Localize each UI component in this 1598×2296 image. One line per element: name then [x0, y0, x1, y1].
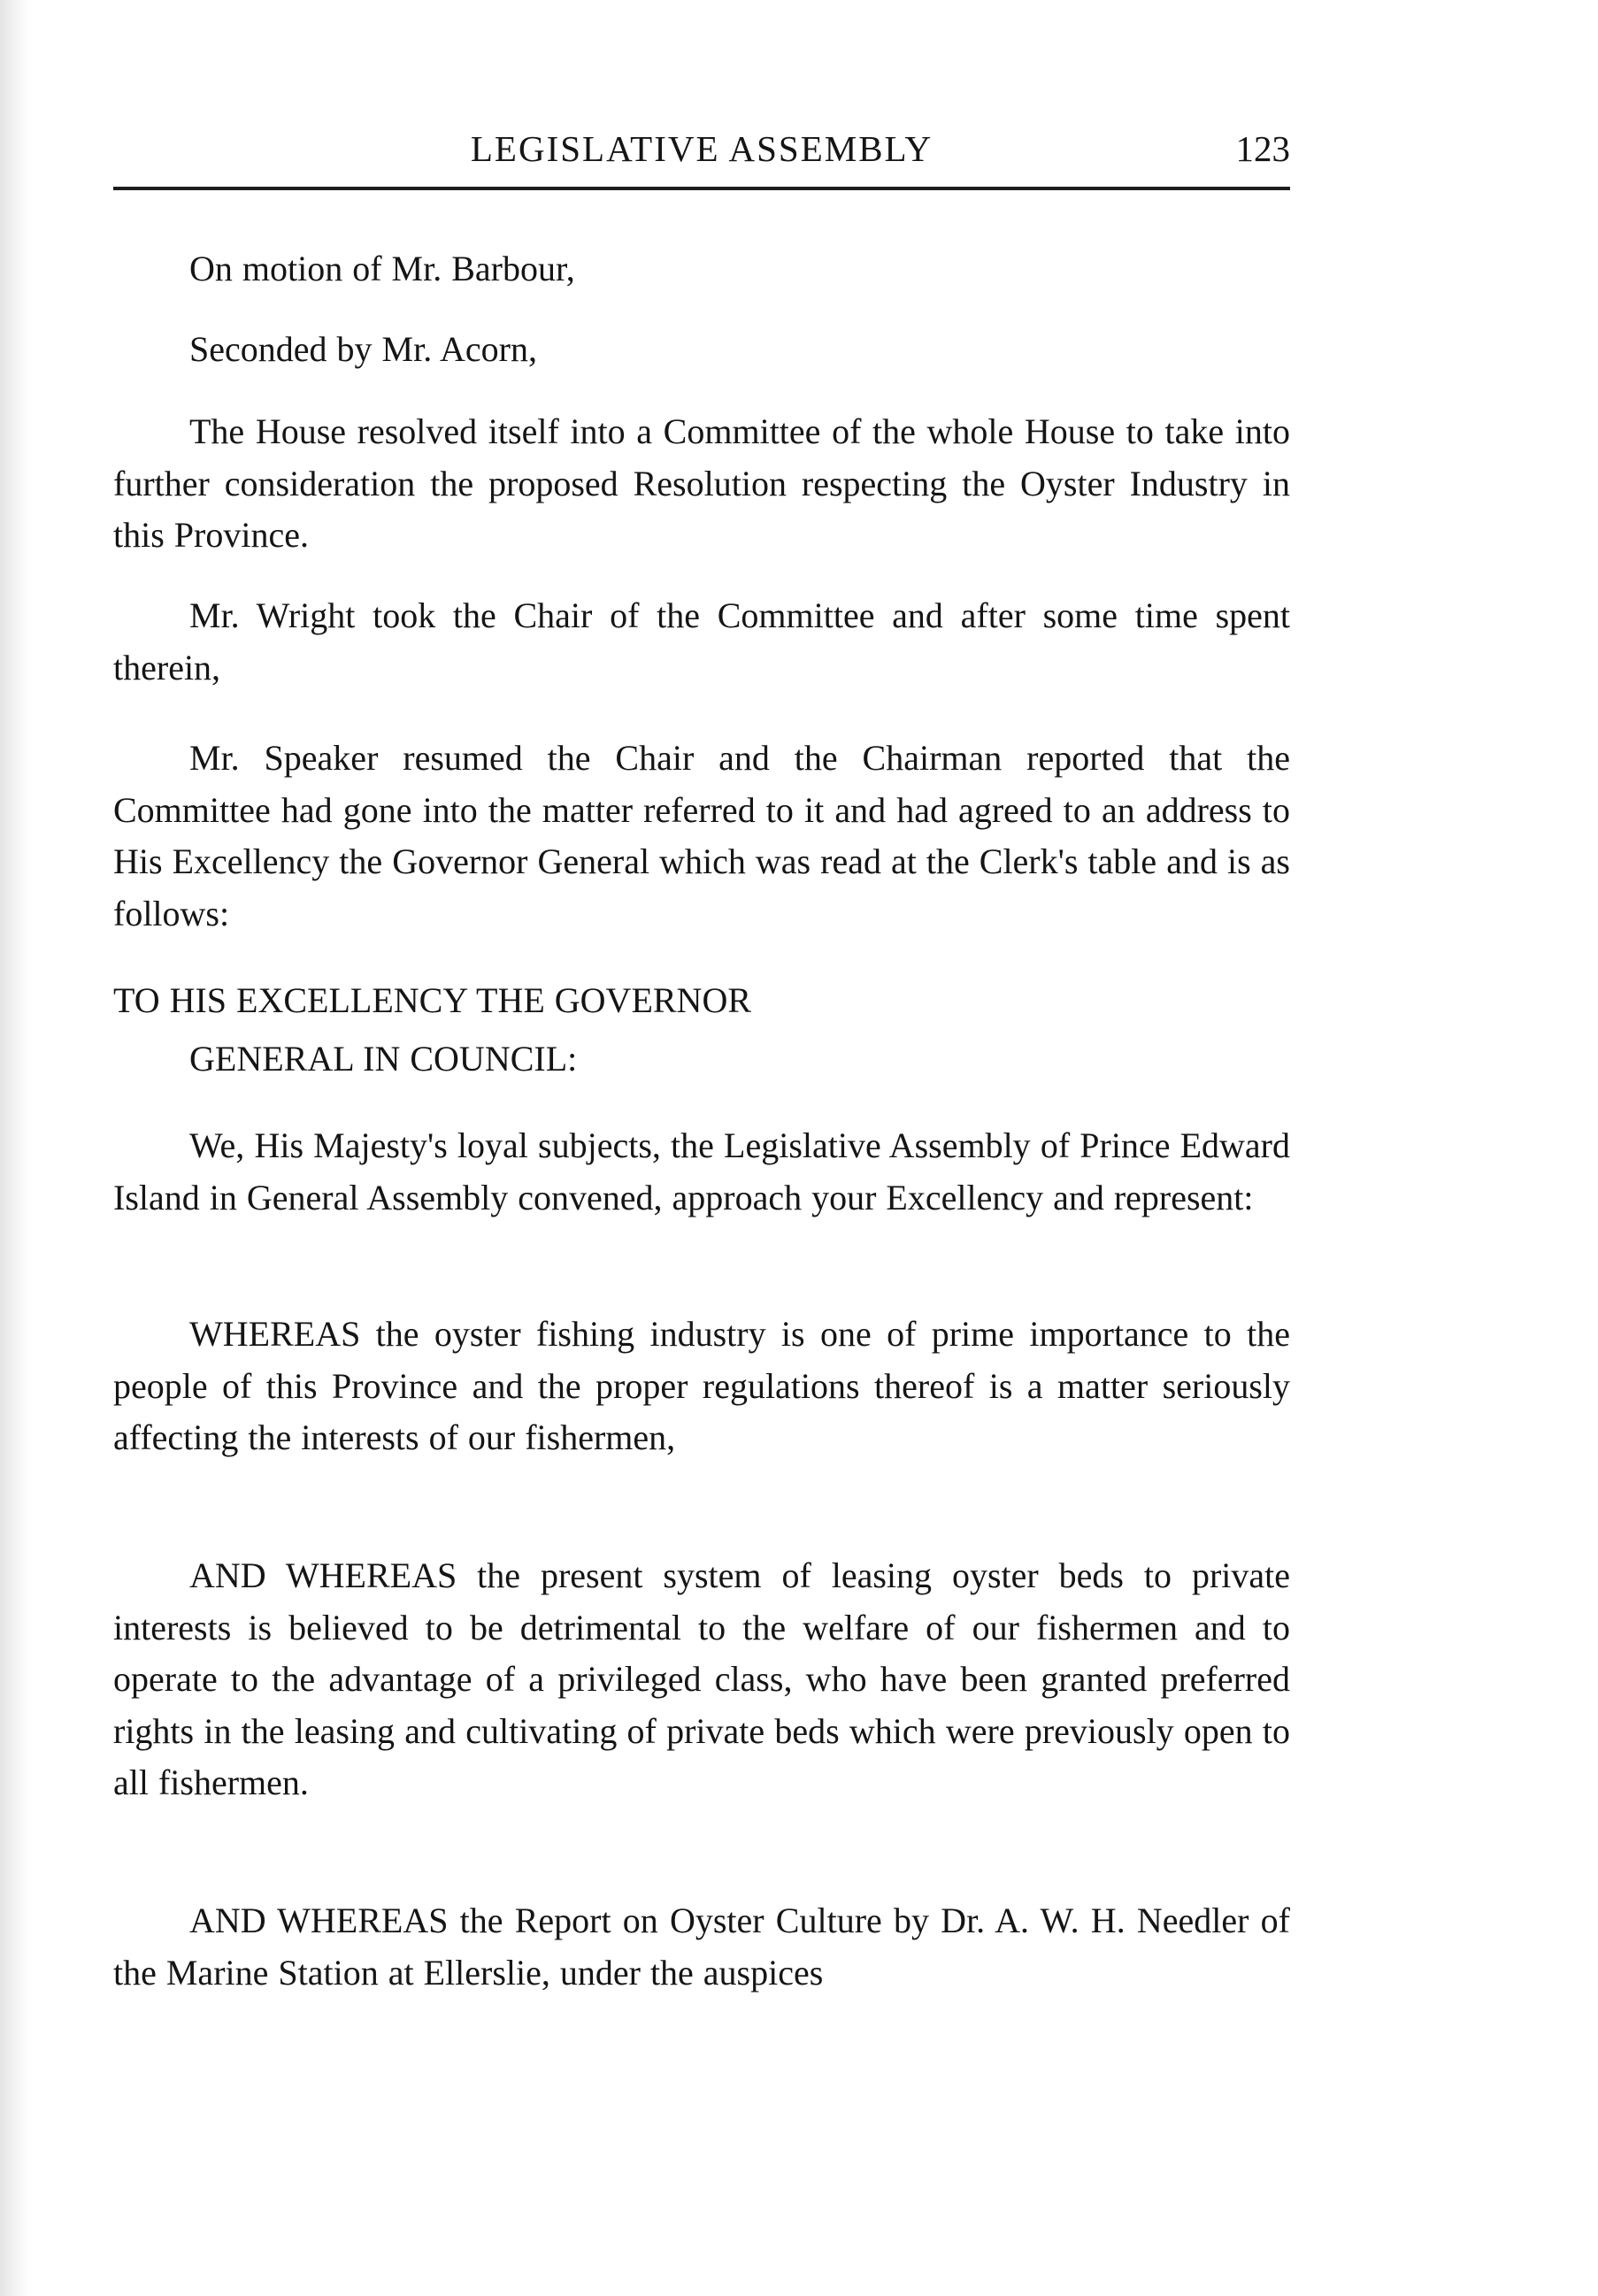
chair-paragraph: Mr. Wright took the Chair of the Committee and after some time spent therein,: [113, 595, 1290, 687]
address-opening-paragraph: We, His Majesty's loyal subjects, the Legislative Assembly of Prince Edward Island in General Assembly convened, approach your Excellency and represent:: [113, 1125, 1290, 1217]
motion-line: On motion of Mr. Barbour,: [189, 249, 575, 288]
address-heading-line-1: TO HIS EXCELLENCY THE GOVERNOR: [113, 980, 752, 1020]
whereas-paragraph-3: AND WHEREAS the Report on Oyster Culture by Dr. A. W. H. Needler of the Marine Station at Ellerslie, under the auspices: [113, 1901, 1290, 1993]
whereas-paragraph-2: AND WHEREAS the present system of leasing oyster beds to private interests is believed to be detrimental to the welfare of our fishermen and to operate to the advantage of a privileged class, who have been granted preferred rights in the leasing and cultivating of private beds which were previously open to all fishermen.: [113, 1555, 1290, 1802]
page-header: [113, 122, 1290, 175]
page-number: 123: [1235, 128, 1290, 169]
whereas-paragraph-1: WHEREAS the oyster fishing industry is one of prime importance to the people of this Province and the proper regulations thereof is a matter seriously affecting the interests of our fishermen,: [113, 1314, 1290, 1457]
committee-resolution-paragraph: The House resolved itself into a Committee of the whole House to take into further consideration the proposed Resolution respecting the Oyster Industry in this Province.: [113, 411, 1290, 555]
header-rule: [113, 187, 1290, 190]
page-edge-shadow: [0, 0, 30, 2296]
seconded-line: Seconded by Mr. Acorn,: [189, 329, 537, 369]
address-heading-line-2: GENERAL IN COUNCIL:: [189, 1039, 578, 1079]
running-head: LEGISLATIVE ASSEMBLY: [470, 128, 933, 169]
speaker-report-paragraph: Mr. Speaker resumed the Chair and the Chairman reported that the Committee had gone into the matter referred to it and had agreed to an address to His Excellency the Governor General which was read at the Clerk's table and is as follows:: [113, 738, 1290, 933]
